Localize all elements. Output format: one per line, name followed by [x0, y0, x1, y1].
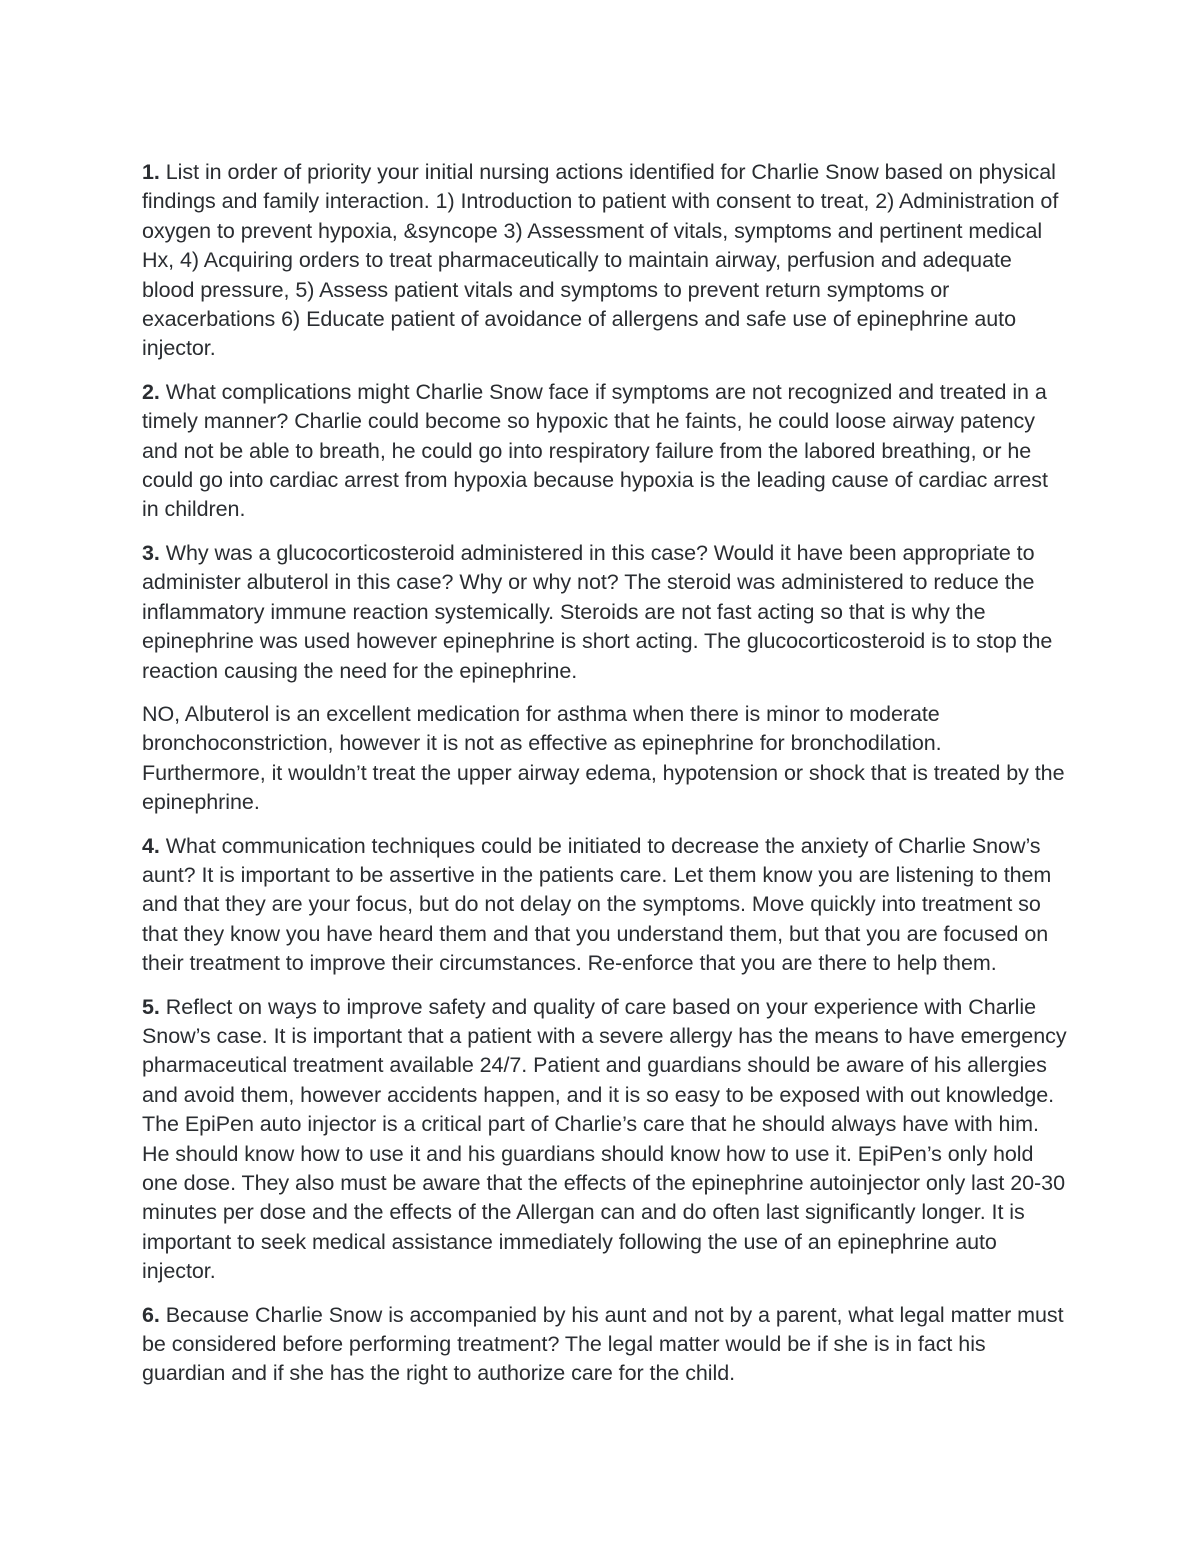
question-number: 6.: [142, 1302, 160, 1327]
document-page: [142, 158, 1067, 1403]
question-6: [142, 1301, 1067, 1389]
question-text: What complications might Charlie Snow face if symptoms are not recognized and treated in a timely manner? Charlie could become so hypoxic that he faints, he could loose airway patency and not be able to breath, he could go into respiratory failure from the labored breathing, or he could go into cardiac arrest from hypoxia because hypoxia is the leading cause of cardiac arrest in children.: [142, 379, 1048, 522]
question-3-continuation: [142, 700, 1067, 818]
question-text: List in order of priority your initial nursing actions identified for Charlie Snow based on physical findings and family interaction. 1) Introduction to patient with consent to treat, 2) Administration of oxygen to prevent hypoxia, &syncope 3) Assessment of vitals, symptoms and pertinent medical Hx, 4) Acquiring orders to treat pharmaceutically to maintain airway, perfusion and adequate blood pressure, 5) Assess patient vitals and symptoms to prevent return symptoms or exacerbations 6) Educate patient of avoidance of allergens and safe use of epinephrine auto injector.: [142, 160, 1059, 361]
question-text: Reflect on ways to improve safety and quality of care based on your experience with Charlie Snow’s case. It is important that a patient with a severe allergy has the means to have emergency pharmaceutical treatment available 24/7. Patient and guardians should be aware of his allergies and avoid them, however accidents happen, and it is so easy to be exposed with out knowledge. The EpiPen auto injector is a critical part of Charlie’s care that he should always have with him. He should know how to use it and his guardians should know how to use it. EpiPen’s only hold one dose. They also must be aware that the effects of the epinephrine autoinjector only last 20-30 minutes per dose and the effects of the Allergan can and do often last significantly longer. It is important to seek medical assistance immediately following the use of an epinephrine auto injector.: [142, 994, 1067, 1284]
question-number: 4.: [142, 833, 160, 858]
question-3: [142, 539, 1067, 686]
question-number: 5.: [142, 994, 160, 1019]
question-1: [142, 158, 1067, 364]
question-text: Because Charlie Snow is accompanied by his aunt and not by a parent, what legal matter must be considered before performing treatment? The legal matter would be if she is in fact his guardian and if she has the right to authorize care for the child.: [142, 1302, 1064, 1386]
question-number: 3.: [142, 540, 160, 565]
paragraph-text: NO, Albuterol is an excellent medication for asthma when there is minor to moderate bronchoconstriction, however it is not as effective as epinephrine for bronchodilation. Furthermore, it wouldn’t treat the upper airway edema, hypotension or shock that is treated by the epinephrine.: [142, 701, 1065, 815]
question-5: [142, 993, 1067, 1287]
question-2: [142, 378, 1067, 525]
question-4: [142, 832, 1067, 979]
question-text: Why was a glucocorticosteroid administered in this case? Would it have been appropriate to administer albuterol in this case? Why or why not? The steroid was administered to reduce the inflammatory immune reaction systemically. Steroids are not fast acting so that is why the epinephrine was used however epinephrine is short acting. The glucocorticosteroid is to stop the reaction causing the need for the epinephrine.: [142, 540, 1053, 683]
question-text: What communication techniques could be initiated to decrease the anxiety of Charlie Snow’s aunt? It is important to be assertive in the patients care. Let them know you are listening to them and that they are your focus, but do not delay on the symptoms. Move quickly into treatment so that they know you have heard them and that you understand them, but that you are focused on their treatment to improve their circumstances. Re-enforce that you are there to help them.: [142, 833, 1052, 976]
question-number: 1.: [142, 160, 160, 184]
question-number: 2.: [142, 379, 160, 404]
